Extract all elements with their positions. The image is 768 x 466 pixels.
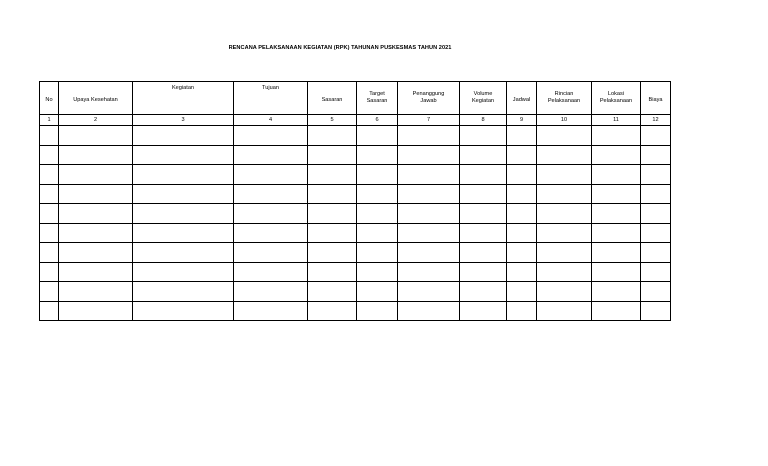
header-penanggung-jawab: Penanggung Jawab bbox=[398, 82, 460, 115]
table-cell bbox=[507, 184, 537, 204]
table-cell bbox=[592, 145, 641, 165]
table-cell bbox=[59, 301, 133, 321]
table-cell bbox=[357, 223, 398, 243]
table-cell bbox=[357, 301, 398, 321]
table-cell bbox=[537, 165, 592, 185]
table-cell bbox=[234, 204, 308, 224]
table-row bbox=[40, 165, 671, 185]
table-cell bbox=[40, 301, 59, 321]
header-rincian-pelaksanaan: Rincian Pelaksanaan bbox=[537, 82, 592, 115]
table-cell bbox=[133, 282, 234, 302]
table-cell bbox=[592, 262, 641, 282]
table-cell bbox=[460, 262, 507, 282]
column-number: 3 bbox=[133, 115, 234, 126]
table-cell bbox=[641, 223, 671, 243]
table-cell bbox=[357, 126, 398, 146]
rpk-table bbox=[39, 81, 671, 321]
table-cell bbox=[59, 223, 133, 243]
table-cell bbox=[357, 243, 398, 263]
table-cell bbox=[507, 223, 537, 243]
header-volume-kegiatan: Volume Kegiatan bbox=[460, 82, 507, 115]
table-cell bbox=[357, 145, 398, 165]
table-cell bbox=[398, 165, 460, 185]
table-cell bbox=[592, 301, 641, 321]
table-cell bbox=[40, 184, 59, 204]
table-cell bbox=[398, 282, 460, 302]
header-biaya: Biaya bbox=[641, 82, 671, 115]
header-tujuan: Tujuan bbox=[234, 82, 308, 115]
table-cell bbox=[308, 184, 357, 204]
table-cell bbox=[398, 243, 460, 263]
column-number: 4 bbox=[234, 115, 308, 126]
table-cell bbox=[641, 184, 671, 204]
table-row bbox=[40, 184, 671, 204]
column-number: 1 bbox=[40, 115, 59, 126]
table-cell bbox=[234, 184, 308, 204]
table-cell bbox=[507, 165, 537, 185]
table-cell bbox=[507, 204, 537, 224]
table-cell bbox=[234, 145, 308, 165]
table-cell bbox=[59, 165, 133, 185]
table-cell bbox=[234, 282, 308, 302]
table-cell bbox=[40, 204, 59, 224]
table-cell bbox=[59, 126, 133, 146]
table-cell bbox=[537, 126, 592, 146]
table-cell bbox=[308, 145, 357, 165]
table-cell bbox=[507, 282, 537, 302]
table-cell bbox=[537, 184, 592, 204]
table-cell bbox=[592, 126, 641, 146]
table-row bbox=[40, 243, 671, 263]
table-cell bbox=[40, 262, 59, 282]
table-cell bbox=[40, 243, 59, 263]
table-cell bbox=[234, 165, 308, 185]
header-target-sasaran: Target Sasaran bbox=[357, 82, 398, 115]
table-cell bbox=[460, 204, 507, 224]
table-cell bbox=[537, 301, 592, 321]
table-cell bbox=[133, 223, 234, 243]
table-cell bbox=[507, 301, 537, 321]
table-cell bbox=[133, 126, 234, 146]
table-cell bbox=[40, 223, 59, 243]
table-cell bbox=[537, 262, 592, 282]
table-cell bbox=[59, 243, 133, 263]
table-cell bbox=[592, 282, 641, 302]
table-cell bbox=[641, 204, 671, 224]
table-cell bbox=[40, 126, 59, 146]
table-cell bbox=[507, 262, 537, 282]
table-cell bbox=[641, 243, 671, 263]
table-cell bbox=[357, 262, 398, 282]
column-number: 6 bbox=[357, 115, 398, 126]
header-kegiatan: Kegiatan bbox=[133, 82, 234, 115]
table-cell bbox=[460, 301, 507, 321]
header-no: No bbox=[40, 82, 59, 115]
table-row bbox=[40, 262, 671, 282]
column-number: 10 bbox=[537, 115, 592, 126]
table-cell bbox=[133, 301, 234, 321]
column-number: 5 bbox=[308, 115, 357, 126]
table-cell bbox=[133, 184, 234, 204]
table-cell bbox=[59, 262, 133, 282]
table-row bbox=[40, 223, 671, 243]
table-row bbox=[40, 145, 671, 165]
table-cell bbox=[460, 282, 507, 302]
column-number: 8 bbox=[460, 115, 507, 126]
table-cell bbox=[59, 184, 133, 204]
table-cell bbox=[234, 243, 308, 263]
table-cell bbox=[460, 223, 507, 243]
table-cell bbox=[507, 145, 537, 165]
table-cell bbox=[234, 301, 308, 321]
table-cell bbox=[234, 262, 308, 282]
table-row bbox=[40, 301, 671, 321]
table-cell bbox=[59, 204, 133, 224]
column-number: 9 bbox=[507, 115, 537, 126]
table-cell bbox=[133, 204, 234, 224]
table-cell bbox=[357, 204, 398, 224]
table-cell bbox=[537, 204, 592, 224]
table-cell bbox=[308, 243, 357, 263]
table-cell bbox=[40, 282, 59, 302]
table-cell bbox=[308, 204, 357, 224]
table-cell bbox=[40, 145, 59, 165]
table-cell bbox=[460, 145, 507, 165]
column-number: 12 bbox=[641, 115, 671, 126]
table-cell bbox=[460, 184, 507, 204]
table-cell bbox=[641, 262, 671, 282]
table-cell bbox=[592, 243, 641, 263]
table-cell bbox=[398, 184, 460, 204]
table-cell bbox=[234, 126, 308, 146]
header-upaya-kesehatan: Upaya Kesehatan bbox=[59, 82, 133, 115]
table-cell bbox=[507, 126, 537, 146]
table-cell bbox=[641, 126, 671, 146]
header-lokasi-pelaksanaan: Lokasi Pelaksanaan bbox=[592, 82, 641, 115]
table-cell bbox=[537, 243, 592, 263]
table-cell bbox=[398, 301, 460, 321]
table-cell bbox=[398, 204, 460, 224]
document-title: RENCANA PELAKSANAAN KEGIATAN (RPK) TAHUNAN PUSKESMAS TAHUN 2021 bbox=[228, 45, 452, 51]
table-cell bbox=[308, 301, 357, 321]
table-cell bbox=[308, 223, 357, 243]
table-row bbox=[40, 204, 671, 224]
table-cell bbox=[133, 145, 234, 165]
table-cell bbox=[398, 145, 460, 165]
table-cell bbox=[537, 282, 592, 302]
table-cell bbox=[460, 243, 507, 263]
column-number: 2 bbox=[59, 115, 133, 126]
column-number: 11 bbox=[592, 115, 641, 126]
table-cell bbox=[357, 282, 398, 302]
table-cell bbox=[592, 204, 641, 224]
table-cell bbox=[133, 243, 234, 263]
header-sasaran: Sasaran bbox=[308, 82, 357, 115]
table-cell bbox=[537, 223, 592, 243]
table-cell bbox=[641, 165, 671, 185]
table-row bbox=[40, 282, 671, 302]
table-cell bbox=[133, 165, 234, 185]
table-cell bbox=[357, 165, 398, 185]
table-cell bbox=[308, 165, 357, 185]
table-cell bbox=[308, 126, 357, 146]
table-cell bbox=[460, 126, 507, 146]
table-cell bbox=[641, 301, 671, 321]
table-row bbox=[40, 126, 671, 146]
table-cell bbox=[40, 165, 59, 185]
table-cell bbox=[641, 145, 671, 165]
table-cell bbox=[641, 282, 671, 302]
table-cell bbox=[308, 262, 357, 282]
header-jadwal: Jadwal bbox=[507, 82, 537, 115]
table-cell bbox=[398, 262, 460, 282]
table-cell bbox=[592, 165, 641, 185]
table-cell bbox=[59, 282, 133, 302]
table-cell bbox=[592, 184, 641, 204]
table-cell bbox=[592, 223, 641, 243]
table-cell bbox=[308, 282, 357, 302]
table-cell bbox=[234, 223, 308, 243]
table-cell bbox=[460, 165, 507, 185]
table-cell bbox=[537, 145, 592, 165]
table-cell bbox=[59, 145, 133, 165]
table-cell bbox=[398, 223, 460, 243]
header-row bbox=[40, 82, 671, 115]
table-cell bbox=[398, 126, 460, 146]
column-number-row bbox=[40, 115, 671, 126]
table-cell bbox=[507, 243, 537, 263]
column-number: 7 bbox=[398, 115, 460, 126]
table-cell bbox=[357, 184, 398, 204]
table-cell bbox=[133, 262, 234, 282]
